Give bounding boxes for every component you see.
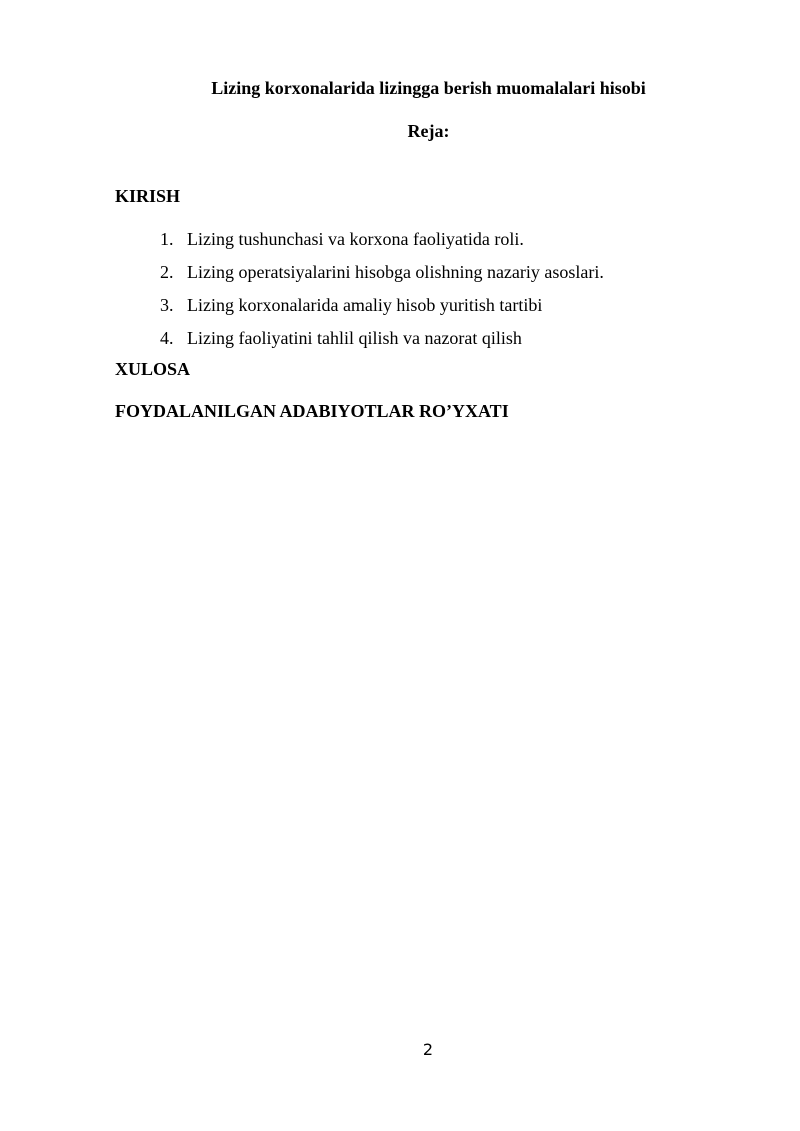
conclusion-heading: XULOSA xyxy=(115,359,191,379)
toc-item-number: 2. xyxy=(160,262,174,282)
toc-item xyxy=(160,327,604,360)
toc-item-number: 3. xyxy=(160,295,174,315)
table-of-contents xyxy=(160,228,604,360)
references-heading: FOYDALANILGAN ADABIYOTLAR RO’YXATI xyxy=(115,401,509,421)
document-title: Lizing korxonalarida lizingga berish muomalalari hisobi xyxy=(211,78,646,98)
plan-heading: Reja: xyxy=(407,121,450,141)
toc-item-text: Lizing korxonalarida amaliy hisob yuritish tartibi xyxy=(187,295,543,315)
toc-item-number: 1. xyxy=(160,229,174,249)
toc-item-text: Lizing faoliyatini tahlil qilish va nazorat qilish xyxy=(187,328,522,348)
toc-item xyxy=(160,261,604,294)
toc-item-text: Lizing operatsiyalarini hisobga olishning nazariy asoslari. xyxy=(187,262,604,282)
toc-item-number: 4. xyxy=(160,328,174,348)
intro-heading: KIRISH xyxy=(115,186,181,206)
toc-item-text: Lizing tushunchasi va korxona faoliyatida roli. xyxy=(187,229,524,249)
toc-item xyxy=(160,294,604,327)
page-number: 2 xyxy=(422,1040,434,1059)
toc-item xyxy=(160,228,604,261)
